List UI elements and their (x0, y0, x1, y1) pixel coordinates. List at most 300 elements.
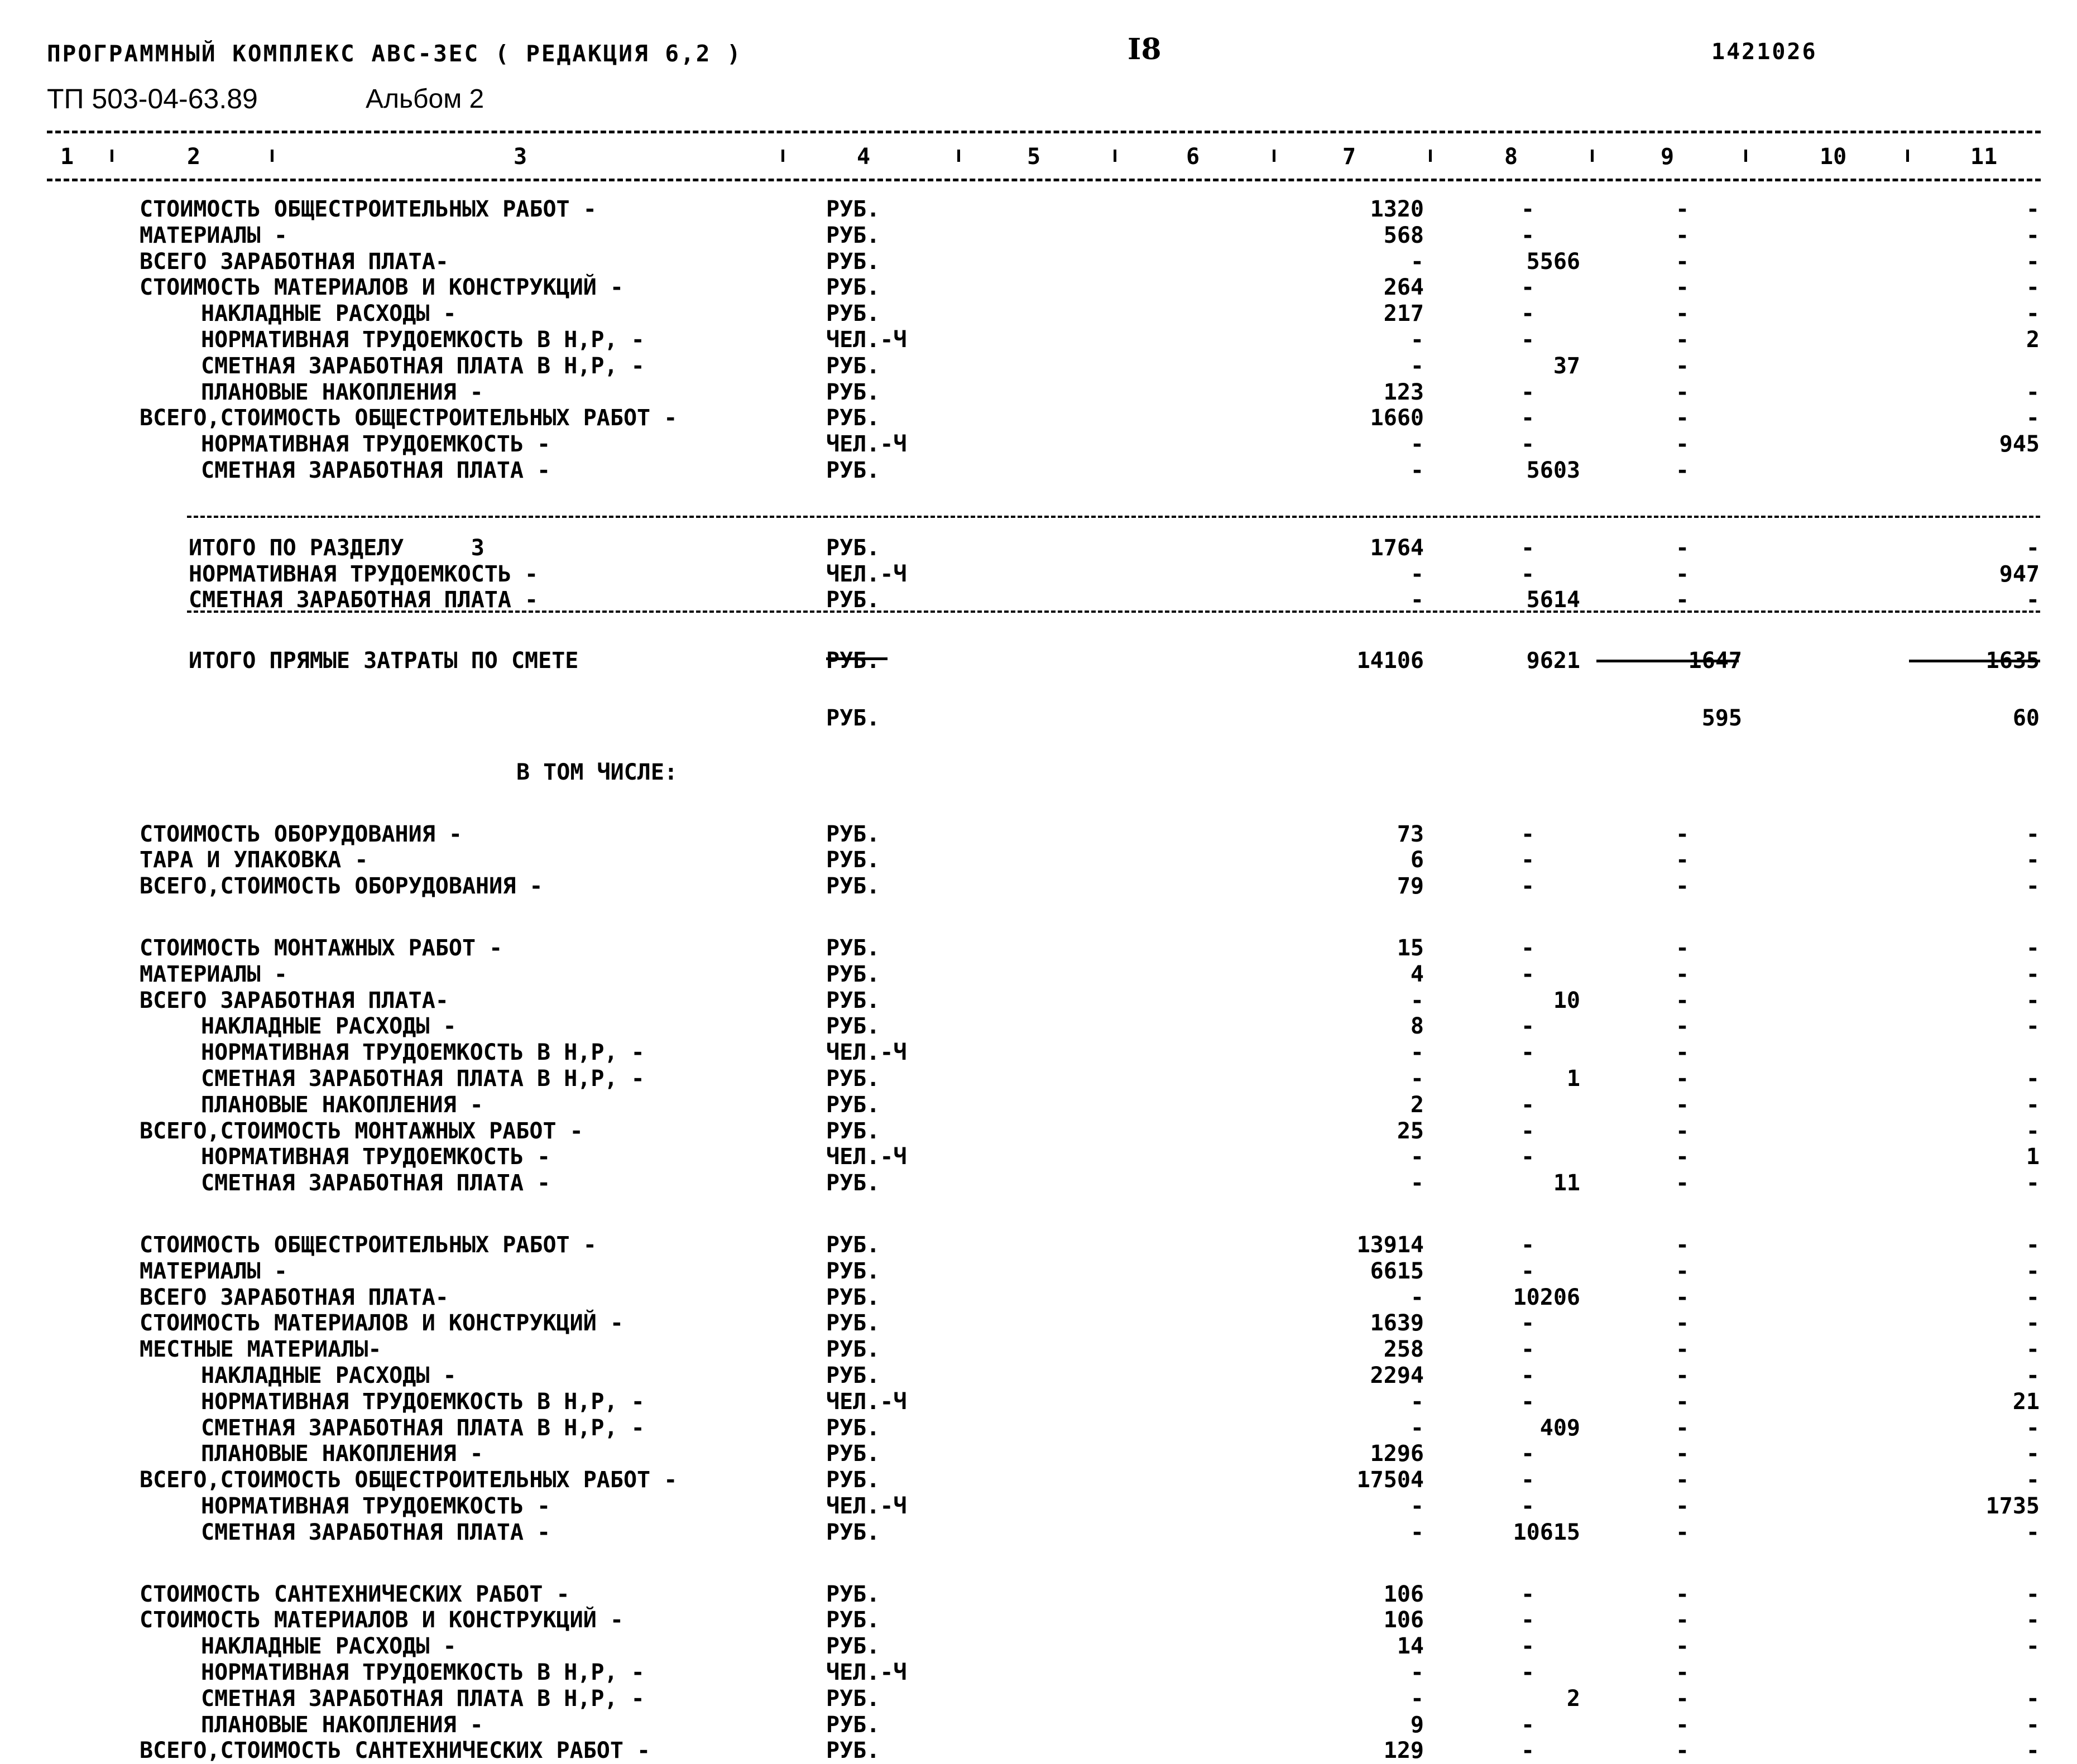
row-label: МАТЕРИАЛЫ - (140, 223, 287, 248)
table-row (0, 1285, 2077, 1311)
unit-cell: РУБ. (826, 1066, 880, 1092)
value-col-9: - (1676, 1170, 1690, 1196)
row-label: НОРМАТИВНАЯ ТРУДОЕМКОСТЬ В Н,Р, - (201, 1660, 645, 1685)
unit-cell: РУБ. (826, 1337, 880, 1362)
unit-cell: ЧЕЛ.-Ч (826, 561, 907, 587)
table-row (0, 1092, 2077, 1118)
value-col-9: - (1676, 1337, 1690, 1362)
value-col-7: 106 (1383, 1607, 1424, 1633)
value-col-7: - (1410, 1389, 1424, 1415)
top-rule (47, 131, 2041, 133)
value-col-8: - (1521, 873, 1535, 899)
value-col-7: 6 (1410, 847, 1424, 873)
value-col-7: - (1410, 561, 1424, 587)
value-col-9: - (1676, 379, 1690, 405)
value-col-11: - (2026, 1415, 2040, 1441)
value-col-11: - (2026, 301, 2040, 326)
row-label: НАКЛАДНЫЕ РАСХОДЫ - (201, 1013, 457, 1039)
table-row (0, 379, 2077, 406)
value-col-9: - (1676, 1310, 1690, 1336)
table-row (0, 705, 2077, 732)
value-col-8: 2 (1566, 1686, 1580, 1712)
table-row (0, 1232, 2077, 1258)
underline-col9 (1596, 660, 1739, 662)
table-row (0, 962, 2077, 988)
value-col-9: - (1676, 1633, 1690, 1659)
row-label: ПЛАНОВЫЕ НАКОПЛЕНИЯ - (201, 1441, 483, 1467)
value-col-7: 4 (1410, 962, 1424, 987)
table-row (0, 873, 2077, 900)
value-col-8: - (1521, 1467, 1535, 1493)
column-header: 8 (1504, 144, 1518, 170)
unit-cell: ЧЕЛ.-Ч (826, 327, 907, 353)
value-col-8: - (1521, 1232, 1535, 1258)
value-col-9: - (1676, 1441, 1690, 1467)
row-label: НОРМАТИВНАЯ ТРУДОЕМКОСТЬ В Н,Р, - (201, 1040, 645, 1065)
value-col-8: - (1521, 327, 1535, 353)
value-col-11: - (2026, 1337, 2040, 1362)
value-col-7: - (1410, 431, 1424, 457)
unit-cell: РУБ. (826, 1633, 880, 1659)
value-col-9: - (1676, 561, 1690, 587)
unit-cell: РУБ. (826, 1013, 880, 1039)
row-label: СМЕТНАЯ ЗАРАБОТНАЯ ПЛАТА - (201, 1520, 551, 1545)
value-col-9: 1647 (1688, 648, 1742, 674)
value-col-11: - (2026, 1582, 2040, 1607)
table-row (0, 561, 2077, 588)
value-col-8: - (1521, 1118, 1535, 1144)
unit-cell: РУБ. (826, 458, 880, 483)
row-label: ТАРА И УПАКОВКА - (140, 847, 368, 873)
row-label: НОРМАТИВНАЯ ТРУДОЕМКОСТЬ - (201, 1144, 551, 1170)
unit-cell: РУБ. (826, 1712, 880, 1738)
table-row (0, 935, 2077, 962)
row-label: СМЕТНАЯ ЗАРАБОТНАЯ ПЛАТА - (201, 458, 551, 483)
value-col-11: 60 (2012, 705, 2040, 731)
row-label: СТОИМОСТЬ МОНТАЖНЫХ РАБОТ - (140, 935, 503, 961)
value-col-11: - (2026, 1467, 2040, 1493)
unit-cell: РУБ. (826, 988, 880, 1013)
value-col-9: - (1676, 1607, 1690, 1633)
unit-cell: ЧЕЛ.-Ч (826, 1660, 907, 1685)
value-col-7: 6615 (1370, 1258, 1424, 1284)
row-label: ПЛАНОВЫЕ НАКОПЛЕНИЯ - (201, 1712, 483, 1738)
value-col-7: 25 (1397, 1118, 1424, 1144)
value-col-9: - (1676, 405, 1690, 431)
value-col-11: - (2026, 249, 2040, 275)
value-col-7: 14 (1397, 1633, 1424, 1659)
unit-cell: ЧЕЛ.-Ч (826, 1389, 907, 1415)
unit-cell: ЧЕЛ.-Ч (826, 1144, 907, 1170)
value-col-7: 129 (1383, 1738, 1424, 1763)
unit-cell: РУБ. (826, 405, 880, 431)
table-row (0, 1258, 2077, 1285)
row-label: ВСЕГО,СТОИМОСТЬ ОБЩЕСТРОИТЕЛЬНЫХ РАБОТ - (140, 1467, 678, 1493)
row-label: НОРМАТИВНАЯ ТРУДОЕМКОСТЬ - (201, 431, 551, 457)
table-row (0, 1013, 2077, 1040)
value-col-8: - (1521, 561, 1535, 587)
value-col-11: - (2026, 1712, 2040, 1738)
unit-cell: РУБ. (826, 1092, 880, 1118)
table-row (0, 1170, 2077, 1196)
value-col-8: - (1521, 431, 1535, 457)
table-row (0, 249, 2077, 275)
value-col-9: - (1676, 1013, 1690, 1039)
value-col-9: - (1676, 301, 1690, 326)
value-col-9: - (1676, 196, 1690, 222)
column-separator (1429, 150, 1432, 162)
unit-cell: РУБ. (826, 1441, 880, 1467)
value-col-7: - (1410, 327, 1424, 353)
column-header: 7 (1342, 144, 1356, 170)
value-col-9: - (1676, 353, 1690, 379)
value-col-11: - (2026, 1232, 2040, 1258)
unit-cell: РУБ. (826, 648, 880, 674)
value-col-11: - (2026, 1310, 2040, 1336)
value-col-7: 264 (1383, 275, 1424, 300)
unit-cell: РУБ. (826, 1118, 880, 1144)
column-header: 3 (514, 144, 527, 170)
table-row (0, 1040, 2077, 1066)
value-col-9: - (1676, 1712, 1690, 1738)
value-col-7: 9 (1410, 1712, 1424, 1738)
value-col-9: 595 (1701, 705, 1742, 731)
value-col-7: - (1410, 249, 1424, 275)
value-col-11: - (2026, 988, 2040, 1013)
unit-cell: РУБ. (826, 847, 880, 873)
row-label: НОРМАТИВНАЯ ТРУДОЕМКОСТЬ В Н,Р, - (201, 1389, 645, 1415)
column-separator (1744, 150, 1747, 162)
column-header: 5 (1027, 144, 1041, 170)
value-col-9: - (1676, 873, 1690, 899)
value-col-9: - (1676, 1686, 1690, 1712)
value-col-7: - (1410, 1686, 1424, 1712)
value-col-8: - (1521, 1363, 1535, 1388)
table-row (0, 431, 2077, 458)
value-col-7: 568 (1383, 223, 1424, 248)
value-col-9: - (1676, 1066, 1690, 1092)
value-col-9: - (1676, 327, 1690, 353)
table-row (0, 1066, 2077, 1092)
value-col-8: - (1521, 223, 1535, 248)
table-row (0, 275, 2077, 301)
table-row (0, 1389, 2077, 1415)
unit-cell: РУБ. (826, 1738, 880, 1763)
row-label: ВСЕГО,СТОИМОСТЬ ОБОРУДОВАНИЯ - (140, 873, 543, 899)
row-label: ВСЕГО ЗАРАБОТНАЯ ПЛАТА- (140, 988, 449, 1013)
value-col-8: - (1521, 1582, 1535, 1607)
value-col-8: 11 (1553, 1170, 1580, 1196)
unit-cell: РУБ. (826, 223, 880, 248)
value-col-11: - (2026, 1738, 2040, 1763)
table-row (0, 1144, 2077, 1170)
row-label: СМЕТНАЯ ЗАРАБОТНАЯ ПЛАТА - (189, 587, 539, 613)
value-col-8: - (1521, 847, 1535, 873)
row-label: СМЕТНАЯ ЗАРАБОТНАЯ ПЛАТА В Н,Р, - (201, 1066, 645, 1092)
value-col-11: - (2026, 1363, 2040, 1388)
column-separator (1591, 150, 1594, 162)
value-col-9: - (1676, 1389, 1690, 1415)
value-col-7: 17504 (1356, 1467, 1424, 1493)
value-col-8: 37 (1553, 353, 1580, 379)
table-row (0, 327, 2077, 353)
value-col-8: - (1521, 962, 1535, 987)
column-header: 10 (1820, 144, 1847, 170)
value-col-8: - (1521, 1389, 1535, 1415)
value-col-11: - (2026, 935, 2040, 961)
row-label: СМЕТНАЯ ЗАРАБОТНАЯ ПЛАТА В Н,Р, - (201, 353, 645, 379)
value-col-11: - (2026, 1092, 2040, 1118)
value-col-11: - (2026, 535, 2040, 561)
value-col-8: - (1521, 535, 1535, 561)
table-row (0, 1118, 2077, 1145)
value-col-7: 123 (1383, 379, 1424, 405)
unit-cell: РУБ. (826, 1607, 880, 1633)
document-code: 1421026 (1711, 39, 1817, 65)
value-col-7: 258 (1383, 1337, 1424, 1362)
unit-cell: РУБ. (826, 535, 880, 561)
row-label: ВСЕГО ЗАРАБОТНАЯ ПЛАТА- (140, 249, 449, 275)
row-label: ПЛАНОВЫЕ НАКОПЛЕНИЯ - (201, 1092, 483, 1118)
value-col-7: 14106 (1356, 648, 1424, 674)
value-col-11: - (2026, 821, 2040, 847)
value-col-8: 5603 (1526, 458, 1580, 483)
table-row (0, 1582, 2077, 1608)
value-col-8: - (1521, 1738, 1535, 1763)
project-code: ТП 503-04-63.89 (47, 83, 258, 114)
value-col-9: - (1676, 458, 1690, 483)
value-col-8: - (1521, 935, 1535, 961)
value-col-8: 5566 (1526, 249, 1580, 275)
column-separator (1906, 150, 1909, 162)
section-rule-1 (187, 516, 2040, 518)
unit-cell: РУБ. (826, 1520, 880, 1545)
value-col-9: - (1676, 223, 1690, 248)
value-col-7: 217 (1383, 301, 1424, 326)
row-label: ВСЕГО,СТОИМОСТЬ ОБЩЕСТРОИТЕЛЬНЫХ РАБОТ - (140, 405, 678, 431)
section-rule-2 (187, 611, 2040, 613)
row-label: ВСЕГО ЗАРАБОТНАЯ ПЛАТА- (140, 1285, 449, 1310)
value-col-7: - (1410, 1520, 1424, 1545)
row-label: СТОИМОСТЬ ОБЩЕСТРОИТЕЛЬНЫХ РАБОТ - (140, 196, 597, 222)
row-label: СМЕТНАЯ ЗАРАБОТНАЯ ПЛАТА - (201, 1170, 551, 1196)
value-col-8: - (1521, 1040, 1535, 1065)
row-label: СТОИМОСТЬ САНТЕХНИЧЕСКИХ РАБОТ - (140, 1582, 570, 1607)
value-col-9: - (1676, 821, 1690, 847)
column-header: 6 (1186, 144, 1200, 170)
value-col-9: - (1676, 275, 1690, 300)
table-row (0, 1520, 2077, 1546)
value-col-7: 2294 (1370, 1363, 1424, 1388)
table-row (0, 1633, 2077, 1660)
value-col-7: 2 (1410, 1092, 1424, 1118)
table-row (0, 847, 2077, 873)
table-row (0, 760, 2077, 786)
value-col-8: - (1521, 1660, 1535, 1685)
row-label: НАКЛАДНЫЕ РАСХОДЫ - (201, 1633, 457, 1659)
value-col-11: 21 (2012, 1389, 2040, 1415)
table-row (0, 301, 2077, 327)
value-col-11: 1 (2026, 1144, 2040, 1170)
table-row (0, 1493, 2077, 1520)
table-row (0, 535, 2077, 561)
row-label: СМЕТНАЯ ЗАРАБОТНАЯ ПЛАТА В Н,Р, - (201, 1686, 645, 1712)
program-title: ПРОГРАММНЫЙ КОМПЛЕКС АВС-ЗЕС ( РЕДАКЦИЯ 6,2 ) (47, 40, 742, 67)
value-col-7: 106 (1383, 1582, 1424, 1607)
value-col-9: - (1676, 1415, 1690, 1441)
row-label: ПЛАНОВЫЕ НАКОПЛЕНИЯ - (201, 379, 483, 405)
column-header: 1 (60, 144, 74, 170)
value-col-8: - (1521, 821, 1535, 847)
value-col-7: 1320 (1370, 196, 1424, 222)
row-label: СТОИМОСТЬ ОБЩЕСТРОИТЕЛЬНЫХ РАБОТ - (140, 1232, 597, 1258)
unit-cell: ЧЕЛ.-Ч (826, 431, 907, 457)
unit-cell: РУБ. (826, 1170, 880, 1196)
value-col-9: - (1676, 1520, 1690, 1545)
table-row (0, 1441, 2077, 1467)
column-header: 9 (1661, 144, 1675, 170)
row-label: НАКЛАДНЫЕ РАСХОДЫ - (201, 1363, 457, 1388)
row-label: ИТОГО ПО РАЗДЕЛУ 3 (189, 535, 485, 561)
row-label: МЕСТНЫЕ МАТЕРИАЛЫ- (140, 1337, 382, 1362)
table-row (0, 1686, 2077, 1712)
table-row (0, 1607, 2077, 1633)
value-col-9: - (1676, 1660, 1690, 1685)
table-row (0, 1337, 2077, 1363)
value-col-11: 1635 (1985, 648, 2040, 674)
value-col-9: - (1676, 1582, 1690, 1607)
value-col-11: 947 (1999, 561, 2040, 587)
value-col-11: 1735 (1985, 1493, 2040, 1519)
value-col-8: - (1521, 1633, 1535, 1659)
value-col-9: - (1676, 249, 1690, 275)
value-col-7: - (1410, 353, 1424, 379)
table-row (0, 1363, 2077, 1389)
value-col-7: 1660 (1370, 405, 1424, 431)
value-col-9: - (1676, 1232, 1690, 1258)
row-label: СТОИМОСТЬ МАТЕРИАЛОВ И КОНСТРУКЦИЙ - (140, 1607, 623, 1633)
value-col-7: - (1410, 1066, 1424, 1092)
table-row (0, 648, 2077, 674)
value-col-7: 79 (1397, 873, 1424, 899)
value-col-7: - (1410, 1493, 1424, 1519)
table-row (0, 821, 2077, 848)
unit-cell: РУБ. (826, 249, 880, 275)
value-col-8: 10615 (1513, 1520, 1580, 1545)
table-row (0, 1712, 2077, 1738)
value-col-9: - (1676, 988, 1690, 1013)
value-col-8: - (1521, 196, 1535, 222)
value-col-11: - (2026, 1520, 2040, 1545)
underline-unit (826, 657, 888, 660)
unit-cell: ЧЕЛ.-Ч (826, 1040, 907, 1065)
value-col-8: - (1521, 1144, 1535, 1170)
value-col-9: - (1676, 1285, 1690, 1310)
row-label: НОРМАТИВНАЯ ТРУДОЕМКОСТЬ - (189, 561, 539, 587)
value-col-11: - (2026, 1607, 2040, 1633)
value-col-9: - (1676, 962, 1690, 987)
album-label: Альбом 2 (366, 84, 485, 114)
value-col-11: - (2026, 1285, 2040, 1310)
unit-cell: РУБ. (826, 705, 880, 731)
value-col-8: - (1521, 301, 1535, 326)
column-separator (957, 150, 960, 162)
value-col-9: - (1676, 535, 1690, 561)
value-col-9: - (1676, 1118, 1690, 1144)
value-col-7: - (1410, 1660, 1424, 1685)
value-col-7: 15 (1397, 935, 1424, 961)
value-col-11: - (2026, 405, 2040, 431)
value-col-9: - (1676, 1363, 1690, 1388)
table-row (0, 1467, 2077, 1493)
value-col-11: - (2026, 1441, 2040, 1467)
value-col-8: 5614 (1526, 587, 1580, 613)
value-col-11: - (2026, 1118, 2040, 1144)
value-col-8: - (1521, 405, 1535, 431)
value-col-9: - (1676, 1493, 1690, 1519)
value-col-8: 409 (1539, 1415, 1580, 1441)
value-col-9: - (1676, 935, 1690, 961)
unit-cell: РУБ. (826, 1582, 880, 1607)
row-label: ВСЕГО,СТОИМОСТЬ МОНТАЖНЫХ РАБОТ - (140, 1118, 583, 1144)
table-row (0, 988, 2077, 1014)
value-col-7: - (1410, 458, 1424, 483)
value-col-11: - (2026, 196, 2040, 222)
value-col-11: 945 (1999, 431, 2040, 457)
value-col-8: - (1521, 1712, 1535, 1738)
underline-col11 (1909, 660, 2040, 662)
row-label: НОРМАТИВНАЯ ТРУДОЕМКОСТЬ - (201, 1493, 551, 1519)
unit-cell: ЧЕЛ.-Ч (826, 1493, 907, 1519)
table-row (0, 587, 2077, 613)
unit-cell: РУБ. (826, 379, 880, 405)
value-col-9: - (1676, 1738, 1690, 1763)
row-label: СТОИМОСТЬ МАТЕРИАЛОВ И КОНСТРУКЦИЙ - (140, 275, 623, 300)
value-col-11: - (2026, 587, 2040, 613)
column-separator (1273, 150, 1275, 162)
unit-cell: РУБ. (826, 196, 880, 222)
value-col-11: - (2026, 1633, 2040, 1659)
table-row (0, 1310, 2077, 1337)
value-col-11: - (2026, 1258, 2040, 1284)
unit-cell: РУБ. (826, 821, 880, 847)
header-rule (47, 179, 2041, 181)
value-col-8: - (1521, 379, 1535, 405)
value-col-11: 2 (2026, 327, 2040, 353)
value-col-8: - (1521, 275, 1535, 300)
column-header: 4 (857, 144, 871, 170)
table-row (0, 405, 2077, 431)
unit-cell: РУБ. (826, 1363, 880, 1388)
row-label: МАТЕРИАЛЫ - (140, 1258, 287, 1284)
value-col-9: - (1676, 587, 1690, 613)
column-header: 11 (1970, 144, 1998, 170)
unit-cell: РУБ. (826, 1285, 880, 1310)
unit-cell: РУБ. (826, 275, 880, 300)
unit-cell: РУБ. (826, 873, 880, 899)
value-col-7: 8 (1410, 1013, 1424, 1039)
unit-cell: РУБ. (826, 1686, 880, 1712)
value-col-9: - (1676, 431, 1690, 457)
value-col-9: - (1676, 1258, 1690, 1284)
value-col-11: - (2026, 1170, 2040, 1196)
table-row (0, 196, 2077, 223)
value-col-8: 1 (1566, 1066, 1580, 1092)
value-col-11: - (2026, 962, 2040, 987)
table-row (0, 1660, 2077, 1686)
row-label: МАТЕРИАЛЫ - (140, 962, 287, 987)
unit-cell: РУБ. (826, 1232, 880, 1258)
